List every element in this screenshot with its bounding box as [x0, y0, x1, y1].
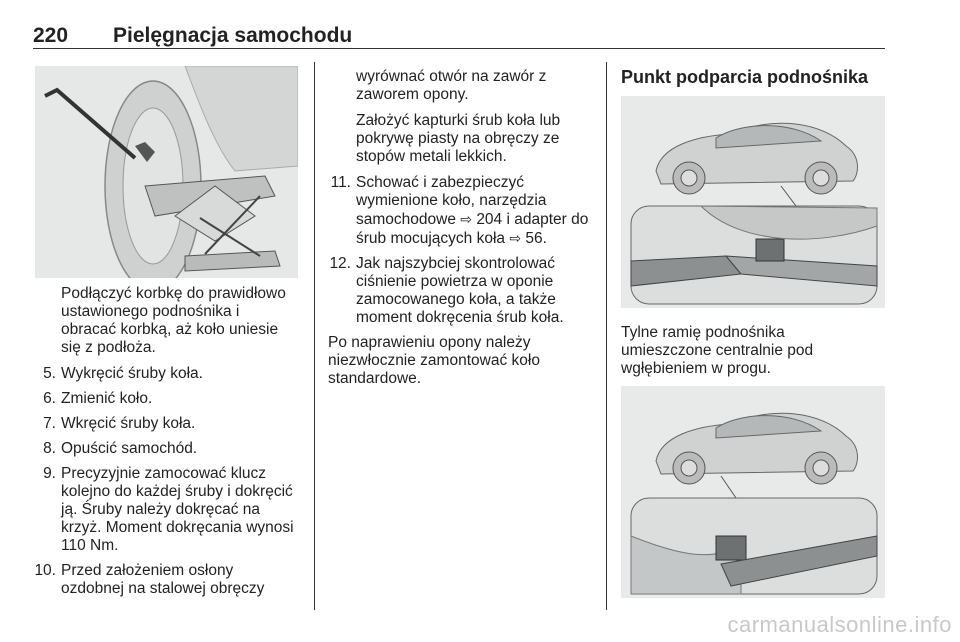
step-6: 6. Zmienić koło.	[43, 390, 153, 407]
closing-paragraph: Po naprawieniu opony należy niezwłocznie zamontować koło standardowe.	[328, 334, 540, 387]
continuation-paragraph: wyrównać otwór na zawór z zaworem opony.	[356, 68, 547, 103]
intro-paragraph	[33, 285, 303, 357]
text-line: Podłączyć korbkę do prawidłowo	[61, 285, 286, 302]
jack-point-illustration-2	[621, 386, 885, 598]
column-divider	[314, 62, 315, 610]
page-ref-link[interactable]: 56.	[525, 230, 547, 247]
step-5: 5. Wykręcić śruby koła.	[43, 365, 203, 382]
page-reference-icon: ⇨	[509, 230, 522, 246]
jack-point-illustration-1	[621, 96, 885, 308]
jack-drawing	[35, 66, 298, 278]
step-7: 7. Wkręcić śruby koła.	[43, 415, 196, 432]
page-reference-icon: ⇨	[460, 211, 472, 227]
hubcap-paragraph: Założyć kapturki śrub koła lub pokrywę piasty na obręczy ze stopów metali lekkich.	[356, 112, 561, 165]
text-line: ustawionego podnośnika i	[61, 303, 240, 320]
step-8: 8. Opuścić samochód.	[43, 440, 198, 457]
jack-illustration	[35, 66, 298, 278]
section-heading: Punkt podparcia podnośnika	[621, 67, 869, 87]
text-line: się z podłoża.	[61, 339, 156, 356]
step-10: 10. Przed założeniem osłony ozdobnej na stalowej obręczy	[34, 562, 265, 597]
watermark: carmanualsonline.info	[727, 612, 952, 637]
column-2	[328, 68, 598, 396]
text-line: obracać korbką, aż koło uniesie	[61, 321, 279, 338]
page-title: Pielęgnacja samochodu	[113, 24, 353, 47]
column-1	[33, 285, 303, 605]
column-divider	[606, 62, 607, 610]
car-jack-arm-drawing	[621, 386, 885, 598]
step-11: 11. Schować i zabezpieczyć wymienione koło, narzędzia samochodowe ⇨ 204 i adapter do śrub mocujących koła ⇨ 56.	[330, 174, 589, 247]
page-ref-link[interactable]: 204	[476, 211, 503, 228]
step-9: 9. Precyzyjnie zamocować klucz kolejno do każdej śruby i dokręcić ją. Śruby należy dokręcać na krzyż. Moment dokręcania wynosi 110 Nm.	[43, 465, 294, 554]
car-jack-point-drawing	[621, 96, 885, 308]
caption: Tylne ramię podnośnika umieszczone centralnie pod wgłębieniem w progu.	[621, 324, 814, 377]
step-12: 12. Jak najszybciej skontrolować ciśnienie powietrza w oponie zamocowanego koła, a także moment dokręcenia śrub koła.	[329, 255, 564, 326]
page-number: 220	[33, 24, 69, 47]
page-header	[33, 18, 885, 49]
